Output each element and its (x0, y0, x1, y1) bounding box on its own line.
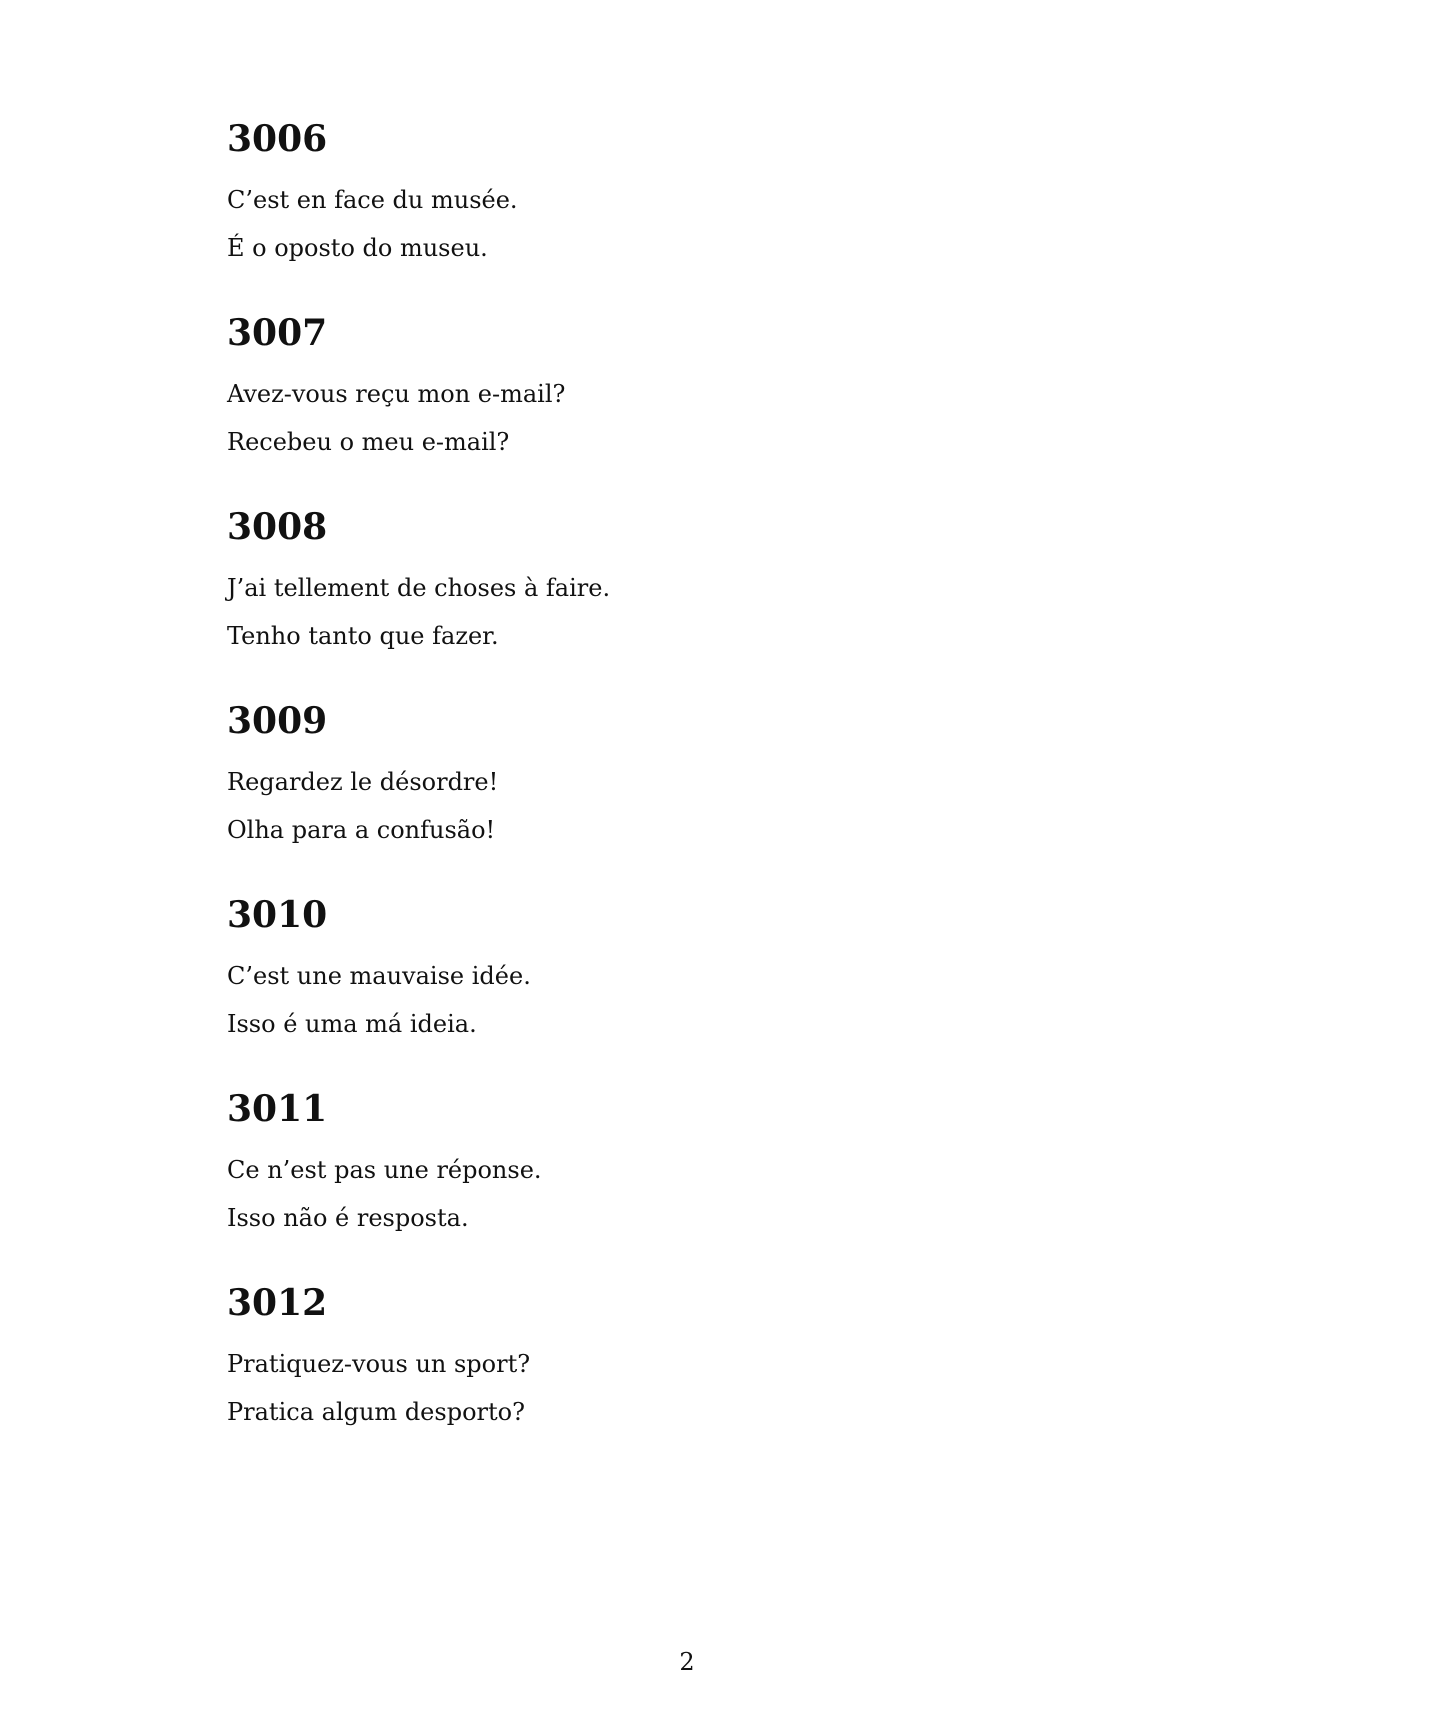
portuguese-sentence: Isso é uma má ideia. (227, 1010, 477, 1038)
portuguese-sentence: Tenho tanto que fazer. (227, 622, 499, 650)
french-sentence: C’est une mauvaise idée. (227, 962, 531, 990)
portuguese-sentence: Pratica algum desporto? (227, 1398, 525, 1426)
phrase-entry (227, 112, 1227, 306)
entry-number: 3010 (227, 894, 328, 936)
phrase-entry (227, 500, 1227, 694)
phrase-entry (227, 1276, 1227, 1470)
entry-number: 3012 (227, 1282, 328, 1324)
french-sentence: C’est en face du musée. (227, 186, 518, 214)
french-sentence: J’ai tellement de choses à faire. (227, 574, 611, 602)
portuguese-sentence: É o oposto do museu. (227, 234, 488, 262)
phrase-entry (227, 306, 1227, 500)
entry-number: 3008 (227, 506, 328, 548)
entry-number: 3006 (227, 118, 328, 160)
french-sentence: Ce n’est pas une réponse. (227, 1156, 542, 1184)
french-sentence: Pratiquez-vous un sport? (227, 1350, 531, 1378)
entry-number: 3011 (227, 1088, 328, 1130)
entry-number: 3009 (227, 700, 328, 742)
french-sentence: Avez-vous reçu mon e-mail? (227, 380, 566, 408)
portuguese-sentence: Isso não é resposta. (227, 1204, 469, 1232)
phrase-entry (227, 694, 1227, 888)
portuguese-sentence: Recebeu o meu e-mail? (227, 428, 510, 456)
entry-number: 3007 (227, 312, 328, 354)
phrase-entry (227, 888, 1227, 1082)
french-sentence: Regardez le désordre! (227, 768, 499, 796)
portuguese-sentence: Olha para a confusão! (227, 816, 496, 844)
page-number: 2 (679, 1648, 695, 1676)
phrase-list (227, 112, 1227, 1470)
phrase-entry (227, 1082, 1227, 1276)
